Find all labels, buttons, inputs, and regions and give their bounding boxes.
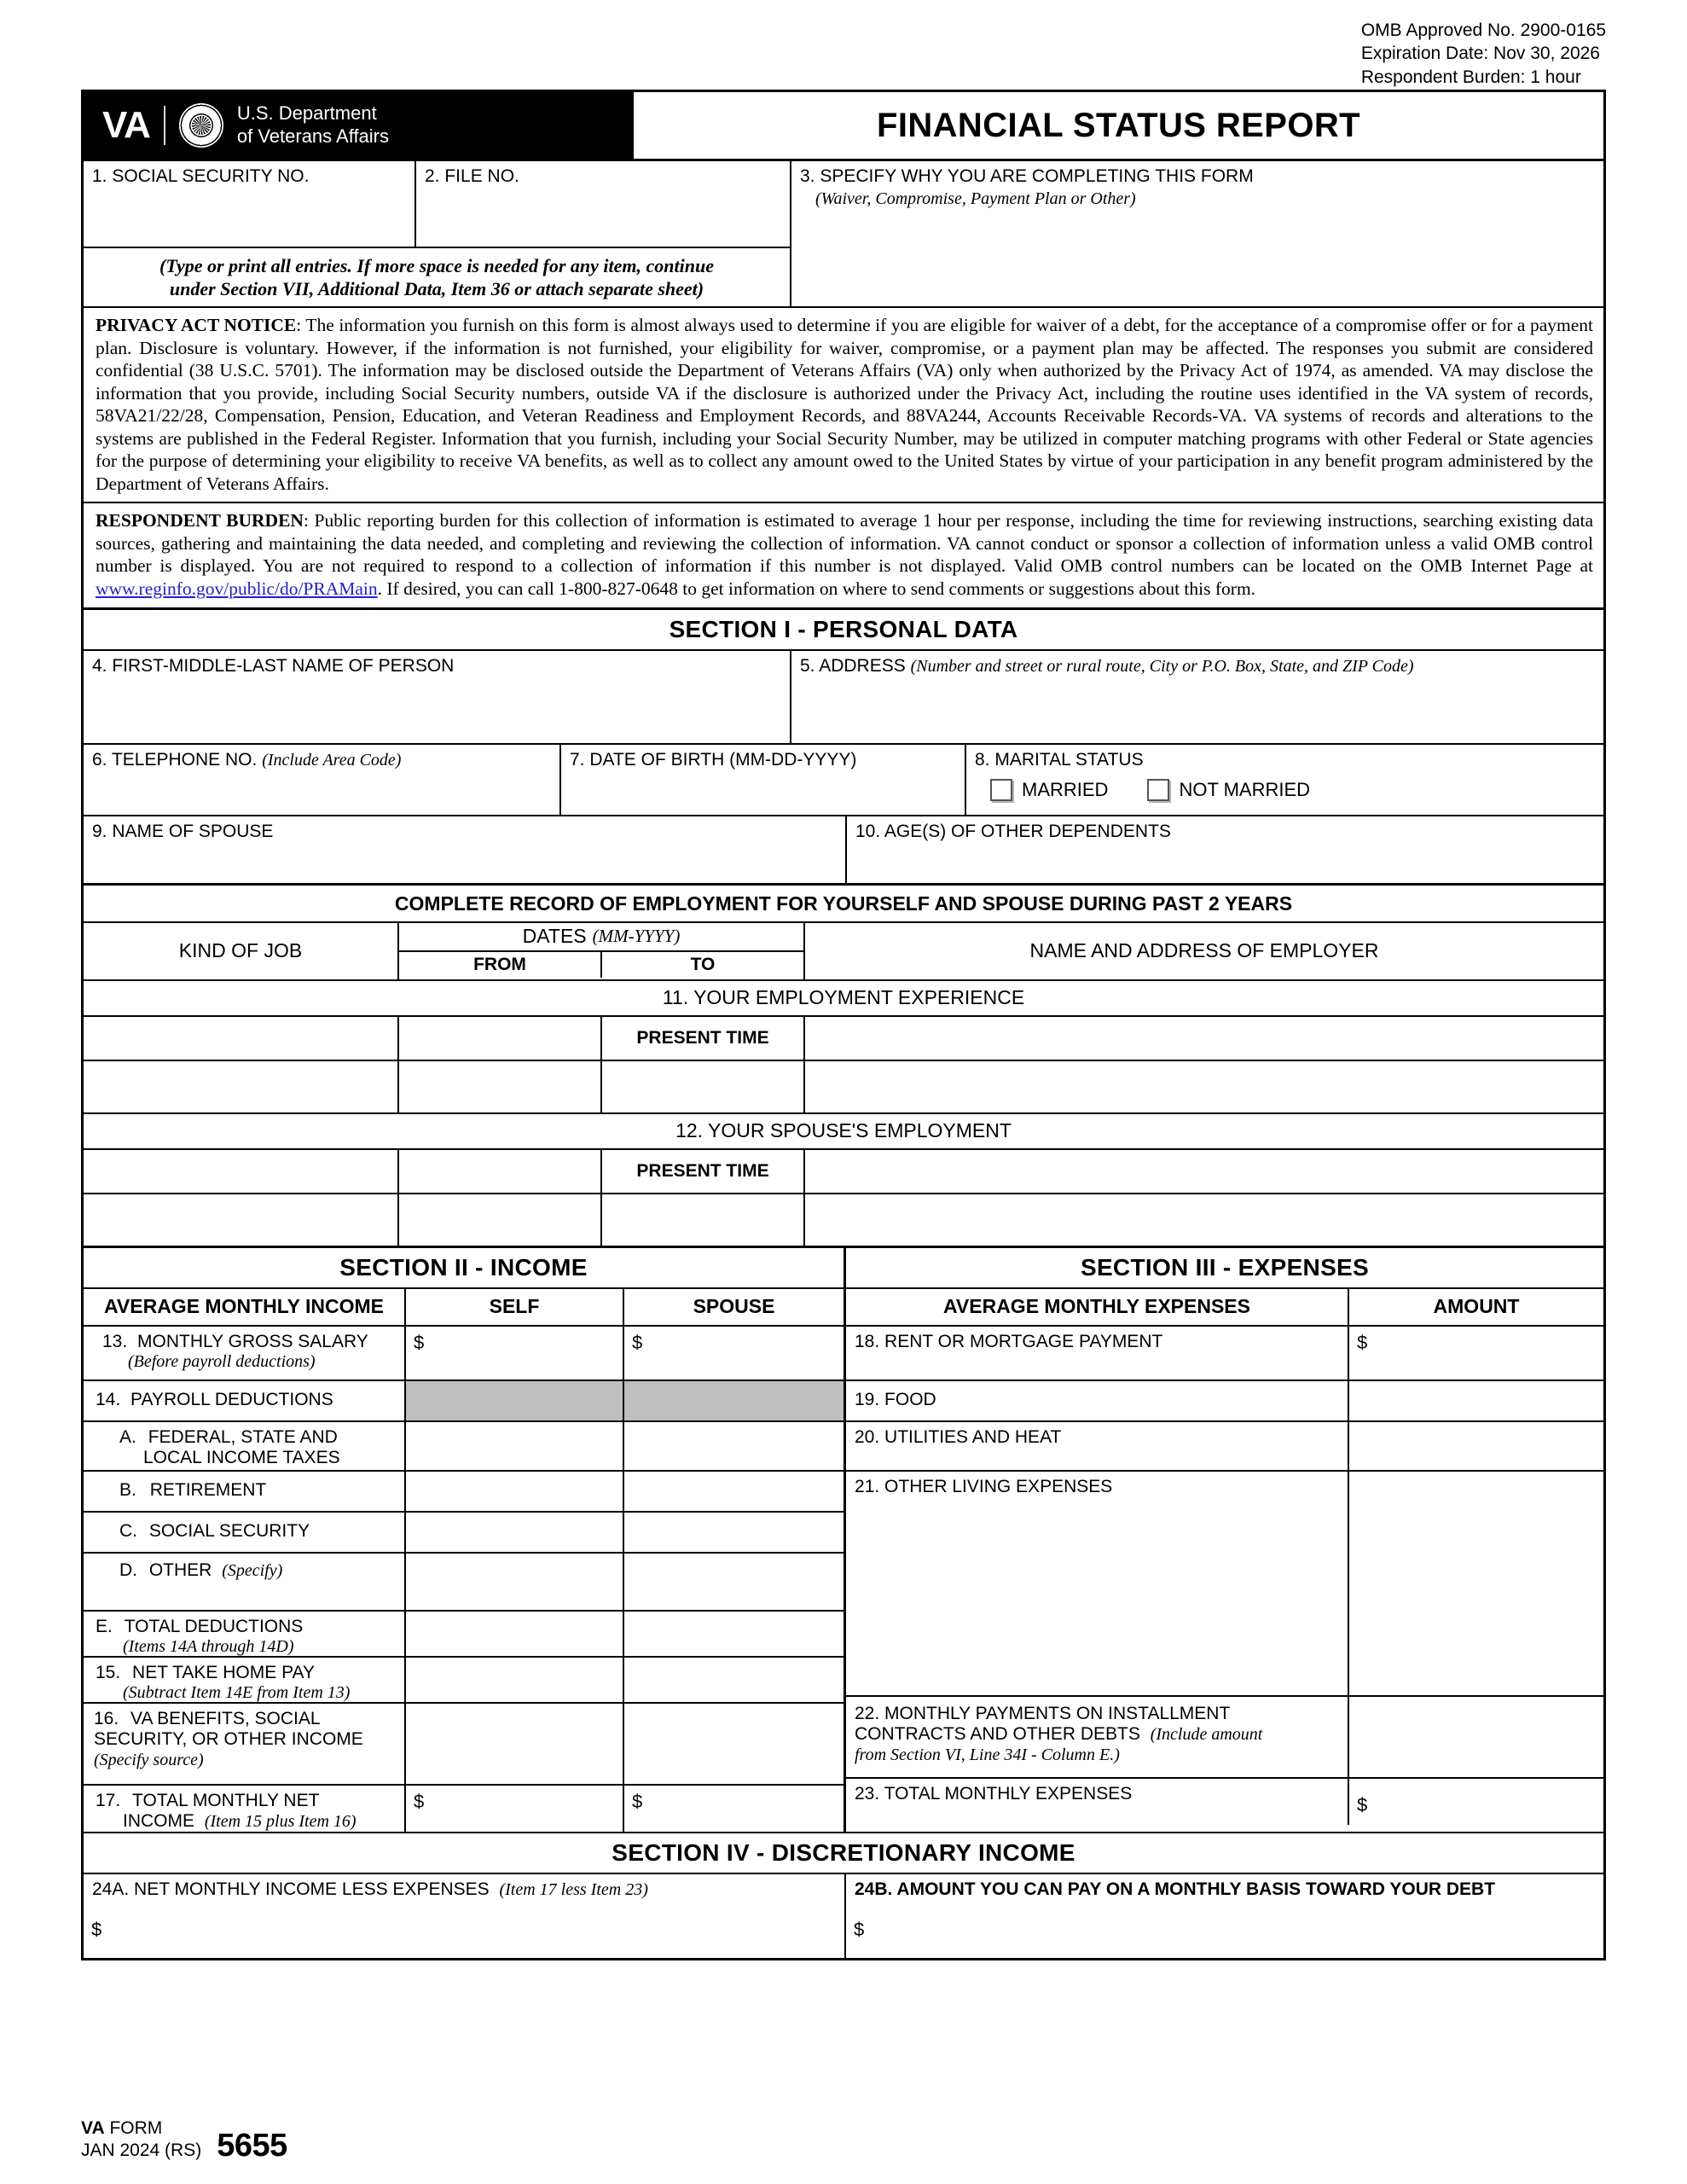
row-13-text: MONTHLY GROSS SALARY	[137, 1331, 368, 1351]
address-sublabel: (Number and street or rural route, City or P.O. Box, State, and ZIP Code)	[910, 656, 1414, 676]
address-label	[791, 651, 1603, 677]
row-14b-spouse-input[interactable]	[624, 1472, 844, 1511]
row-21-label: 21. OTHER LIVING EXPENSES	[855, 1476, 1113, 1496]
section-4-row	[84, 1874, 1603, 1958]
spouse-column-header: SPOUSE	[624, 1289, 846, 1325]
item-24a-field[interactable]	[84, 1874, 846, 1958]
dates-header-text: DATES	[522, 925, 587, 948]
form-title: FINANCIAL STATUS REPORT	[877, 106, 1360, 144]
row-14d-label	[84, 1554, 404, 1582]
job-kind-cell[interactable]	[84, 1017, 399, 1060]
row-14-spouse-shaded	[624, 1381, 846, 1420]
va-department-name	[237, 102, 389, 148]
footer-date: JAN 2024 (RS)	[81, 2140, 202, 2160]
married-checkbox-group[interactable]	[990, 779, 1108, 801]
respondent-burden-body-2: . If desired, you can call 1-800-827-0648 to get information on where to send comments or suggestions about this form.	[377, 578, 1256, 600]
dob-field[interactable]	[561, 745, 966, 815]
row-14e-spouse-input[interactable]	[624, 1612, 844, 1656]
row-20-label: 20. UTILITIES AND HEAT	[855, 1426, 1062, 1447]
footer-form-word: FORM	[104, 2118, 163, 2138]
dates-to-header: TO	[690, 954, 716, 974]
income-row-16	[84, 1704, 844, 1786]
row-14d-self-input[interactable]	[406, 1554, 624, 1610]
income-row-14b	[84, 1472, 844, 1513]
item-24b-label: 24B. AMOUNT YOU CAN PAY ON A MONTHLY BASIS TOWARD YOUR DEBT	[855, 1879, 1496, 1899]
telephone-sublabel: (Include Area Code)	[262, 750, 402, 770]
file-no-label: 2. FILE NO.	[425, 166, 519, 186]
dollar-sign: $	[1357, 1793, 1368, 1815]
married-label: MARRIED	[1022, 779, 1109, 801]
not-married-label: NOT MARRIED	[1179, 779, 1311, 801]
privacy-act-notice	[84, 306, 1603, 503]
va-wordmark: VA	[102, 104, 150, 146]
job-kind-cell[interactable]	[84, 1061, 399, 1112]
row-15-text: NET TAKE HOME PAY	[132, 1662, 315, 1682]
row-16-text2: SECURITY, OR OTHER INCOME	[94, 1729, 363, 1750]
privacy-act-heading: PRIVACY ACT NOTICE	[96, 315, 297, 335]
row-17-sub: (Item 15 plus Item 16)	[204, 1812, 357, 1832]
not-married-checkbox[interactable]	[1147, 779, 1169, 801]
spouse-name-field[interactable]	[84, 816, 847, 883]
kind-of-job-header: KIND OF JOB	[84, 923, 399, 979]
row-14e-label	[84, 1612, 404, 1658]
item-11-heading: 11. YOUR EMPLOYMENT EXPERIENCE	[84, 981, 1603, 1017]
respondent-burden-body-1: : Public reporting burden for this collection of information is estimated to average 1 hour per response, including the time for reviewing instructions, searching existing data sources, gathering and maintaining the data needed, and completing and reviewing the collection of information. VA cannot conduct or sponsor a collection of information unless a valid OMB control number is displayed. You are not required to respond to a collection of information if this number is not displayed. Valid OMB control numbers can be located on the OMB Internet Page at	[96, 510, 1594, 577]
amount-column-header: AMOUNT	[1433, 1295, 1520, 1318]
ssn-field[interactable]	[84, 161, 416, 247]
spouse-employment-row-2	[84, 1194, 1603, 1248]
row-14b-number: B.	[119, 1479, 136, 1500]
dates-header	[399, 923, 803, 952]
row-18-label: 18. RENT OR MORTGAGE PAYMENT	[855, 1331, 1163, 1351]
row-14a-spouse-input[interactable]	[624, 1422, 846, 1470]
employer-header: NAME AND ADDRESS OF EMPLOYER	[1029, 939, 1379, 962]
row-13-spouse-input[interactable]	[624, 1327, 846, 1380]
form-footer	[81, 2117, 287, 2164]
row-22-label	[846, 1697, 1348, 1766]
address-label-text: 5. ADDRESS	[800, 655, 906, 676]
type-or-print-line2: under Section VII, Additional Data, Item 36 or attach separate sheet)	[169, 278, 704, 299]
dollar-sign: $	[414, 1790, 425, 1812]
row-20-amount-input[interactable]	[1349, 1422, 1603, 1470]
dollar-sign: $	[91, 1919, 102, 1941]
expense-row-21	[846, 1472, 1603, 1697]
dob-label: 7. DATE OF BIRTH (MM-DD-YYYY)	[570, 749, 857, 770]
row-22-sub2: from Section VI, Line 34I - Column E.)	[855, 1745, 1120, 1765]
row-15-number: 15.	[96, 1662, 121, 1682]
section-2-3-title-row	[84, 1248, 1603, 1289]
omb-header-block	[1361, 19, 1606, 89]
pramain-link[interactable]: www.reginfo.gov/public/do/PRAMain	[96, 578, 378, 600]
row-22-sub: (Include amount	[1150, 1725, 1263, 1745]
privacy-act-body: : The information you furnish on this form is almost always used to determine if you are eligible for waiver of a debt, for the acceptance of a compromise offer or for a payment plan. Disclosure is voluntary. However, if the information is not furnished, your eligibility for waiver, compromise, or a payment plan may be affected. The responses you submit are considered confidential (38 U.S.C. 5701). The information may be disclosed outside the Department of Veterans Affairs (VA) only when authorized by the Privacy Act of 1974, as amended. VA may disclose the information that you provide, including Social Security numbers, outside VA if the disclosure is authorized under the Privacy Act, including the routine uses identified in the VA system of records, 58VA21/22/28, Compensation, Pension, Education, and Veteran Readiness and Employment Records, and 88VA244, Accounts Receivable Records-VA. VA systems of records and alterations to the systems are published in the Federal Register. Information that you furnish, including your Social Security Number, may be utilized in computer matching programs with other Federal or State agencies for the purpose of determining your eligibility to receive VA benefits, as well as to collect any amount owed to the United States by virtue of your participation in any benefit program administered by the Department of Veterans Affairs.	[96, 315, 1593, 494]
row-17-number: 17.	[96, 1790, 121, 1810]
row-13-label	[84, 1327, 404, 1373]
respondent-burden-notice	[84, 503, 1603, 609]
income-row-17	[84, 1786, 844, 1832]
dollar-sign: $	[632, 1331, 643, 1353]
ssn-label: 1. SOCIAL SECURITY NO.	[92, 166, 310, 186]
row-17-self-input[interactable]	[406, 1786, 624, 1832]
row-13-self-input[interactable]	[406, 1327, 624, 1380]
job-from-cell[interactable]	[399, 1194, 602, 1246]
row-14c-self-input[interactable]	[406, 1513, 624, 1552]
job-kind-cell[interactable]	[84, 1150, 399, 1193]
income-row-14e	[84, 1612, 844, 1658]
row-14e-number: E.	[96, 1616, 113, 1636]
respondent-burden-heading: RESPONDENT BURDEN	[96, 510, 304, 531]
row-14c-spouse-input[interactable]	[624, 1513, 844, 1552]
job-employer-cell[interactable]	[805, 1017, 1603, 1060]
telephone-field[interactable]	[84, 745, 561, 815]
specify-why-field[interactable]	[791, 161, 1603, 306]
row-16-number: 16.	[94, 1708, 119, 1728]
average-monthly-expenses-header: AVERAGE MONTHLY EXPENSES	[846, 1289, 1349, 1325]
row-16-text: VA BENEFITS, SOCIAL	[130, 1708, 321, 1728]
spouse-name-label: 9. NAME OF SPOUSE	[92, 821, 274, 841]
job-to-cell[interactable]	[602, 1194, 805, 1246]
name-label: 4. FIRST-MIDDLE-LAST NAME OF PERSON	[92, 655, 455, 676]
row-21-amount-input[interactable]	[1349, 1472, 1603, 1695]
dependents-ages-field[interactable]	[847, 816, 1603, 883]
row-15-spouse-input[interactable]	[624, 1658, 844, 1702]
row-14d-text: OTHER	[148, 1560, 212, 1580]
row-22-text2: CONTRACTS AND OTHER DEBTS	[855, 1724, 1140, 1745]
form-frame	[81, 90, 1606, 1960]
va-department-line2: of Veterans Affairs	[236, 125, 390, 147]
row-14-number: 14.	[96, 1389, 121, 1409]
job-from-cell[interactable]	[399, 1017, 602, 1060]
form-header-banner	[84, 92, 1603, 161]
job-to-cell[interactable]	[602, 1061, 805, 1112]
income-row-14	[84, 1381, 1603, 1422]
identification-row	[84, 161, 1603, 306]
type-or-print-note	[84, 247, 790, 306]
item-24a-label	[84, 1874, 844, 1901]
row-13-number: 13.	[102, 1331, 128, 1351]
item-24b-field[interactable]	[846, 1874, 1603, 1958]
job-employer-cell[interactable]	[805, 1061, 1603, 1112]
row-22-text: 22. MONTHLY PAYMENTS ON INSTALLMENT	[855, 1703, 1231, 1723]
file-no-field[interactable]	[416, 161, 790, 247]
dates-from-header: FROM	[399, 952, 602, 978]
row-16-self-input[interactable]	[406, 1704, 624, 1784]
row-14b-text: RETIREMENT	[149, 1479, 267, 1500]
specify-why-sublabel: (Waiver, Compromise, Payment Plan or Other)	[815, 189, 1136, 208]
row-14d-spouse-input[interactable]	[624, 1554, 844, 1610]
self-column-header: SELF	[406, 1289, 624, 1325]
form-footer-lines	[81, 2117, 201, 2161]
income-rows-14b-to-16-block	[84, 1472, 1603, 1832]
section-3-title: SECTION III - EXPENSES	[1080, 1253, 1369, 1281]
row-14-label	[84, 1381, 404, 1411]
section-1-title: SECTION I - PERSONAL DATA	[84, 610, 1603, 651]
income-row-14a	[84, 1422, 1603, 1472]
row-16-label	[84, 1704, 404, 1771]
footer-va: VA	[81, 2118, 105, 2138]
spouse-employment-row-1	[84, 1150, 1603, 1194]
phone-dob-marital-row	[84, 745, 1603, 816]
dates-header-sub: (MM-YYYY)	[592, 926, 681, 947]
item-24a-sub: (Item 17 less Item 23)	[499, 1879, 648, 1899]
income-expense-column-headers	[84, 1289, 1603, 1327]
row-14-text: PAYROLL DEDUCTIONS	[130, 1389, 333, 1409]
row-14d-sub: (Specify)	[222, 1560, 283, 1580]
row-14-self-shaded	[406, 1381, 624, 1420]
average-monthly-income-header: AVERAGE MONTHLY INCOME	[84, 1289, 406, 1325]
row-14a-label	[84, 1422, 404, 1470]
dollar-sign: $	[854, 1919, 865, 1941]
row-16-sub: (Specify source)	[94, 1751, 204, 1770]
telephone-label	[84, 745, 559, 771]
row-14d-number: D.	[119, 1560, 137, 1580]
job-kind-cell[interactable]	[84, 1194, 399, 1246]
telephone-label-text: 6. TELEPHONE NO.	[92, 749, 258, 770]
row-14a-self-input[interactable]	[406, 1422, 624, 1470]
row-15-sub: (Subtract Item 14E from Item 13)	[123, 1683, 351, 1703]
omb-respondent-burden: Respondent Burden: 1 hour	[1360, 67, 1581, 87]
row-14e-self-input[interactable]	[406, 1612, 624, 1656]
job-employer-cell[interactable]	[805, 1150, 1603, 1193]
section-4-title: SECTION IV - DISCRETIONARY INCOME	[84, 1832, 1603, 1874]
income-row-14c	[84, 1513, 844, 1554]
footer-form-number: 5655	[217, 2128, 287, 2164]
row-14e-text: TOTAL DEDUCTIONS	[124, 1616, 304, 1636]
row-17-text2: INCOME	[123, 1811, 194, 1832]
row-15-label	[84, 1658, 404, 1704]
row-14b-self-input[interactable]	[406, 1472, 624, 1511]
row-14c-text: SOCIAL SECURITY	[148, 1520, 310, 1541]
section-2-title: SECTION II - INCOME	[84, 1248, 846, 1287]
row-23-amount-input[interactable]	[1349, 1779, 1603, 1825]
row-14a-text: FEDERAL, STATE AND	[148, 1426, 338, 1447]
row-17-spouse-input[interactable]	[624, 1786, 844, 1832]
type-or-print-line1: (Type or print all entries. If more space is needed for any item, continue	[159, 254, 714, 276]
job-employer-cell[interactable]	[805, 1194, 1603, 1246]
row-17-label	[84, 1786, 404, 1833]
marital-status-label: 8. MARITAL STATUS	[975, 749, 1144, 770]
omb-approved-number: OMB Approved No. 2900-0165	[1360, 20, 1606, 40]
employment-row-2	[84, 1061, 1603, 1114]
va-department-line1: U.S. Department	[236, 102, 377, 125]
banner-divider	[164, 106, 165, 145]
row-14c-label	[84, 1513, 404, 1542]
expense-row-22	[846, 1697, 1603, 1779]
row-14a-text2: LOCAL INCOME TAXES	[143, 1448, 340, 1468]
address-field[interactable]	[791, 651, 1603, 743]
va-seal-icon	[179, 103, 223, 148]
row-18-amount-input[interactable]	[1349, 1327, 1603, 1380]
dollar-sign: $	[1357, 1331, 1368, 1353]
row-16-spouse-input[interactable]	[624, 1704, 844, 1784]
name-address-row	[84, 651, 1603, 745]
row-14b-label	[84, 1472, 404, 1502]
va-logo-banner	[84, 92, 634, 159]
row-23-label: 23. TOTAL MONTHLY EXPENSES	[855, 1783, 1133, 1804]
employment-row-1	[84, 1017, 1603, 1061]
job-from-cell[interactable]	[399, 1061, 602, 1112]
spouse-dependents-row	[84, 816, 1603, 886]
row-19-label: 19. FOOD	[855, 1389, 936, 1409]
dependents-ages-label: 10. AGE(S) OF OTHER DEPENDENTS	[855, 821, 1171, 841]
present-time-label-1: PRESENT TIME	[602, 1017, 805, 1060]
dollar-sign: $	[632, 1790, 643, 1812]
income-row-13	[84, 1327, 1603, 1381]
married-checkbox[interactable]	[990, 779, 1012, 801]
item-12-heading: 12. YOUR SPOUSE'S EMPLOYMENT	[84, 1114, 1603, 1150]
present-time-label-2: PRESENT TIME	[602, 1150, 805, 1193]
not-married-checkbox-group[interactable]	[1147, 779, 1310, 801]
specify-why-label: 3. SPECIFY WHY YOU ARE COMPLETING THIS FORM	[800, 166, 1254, 186]
row-14a-number: A.	[119, 1426, 136, 1447]
omb-expiration-date: Expiration Date: Nov 30, 2026	[1360, 44, 1600, 64]
employment-record-heading: COMPLETE RECORD OF EMPLOYMENT FOR YOURSELF AND SPOUSE DURING PAST 2 YEARS	[84, 886, 1603, 923]
row-14e-sub: (Items 14A through 14D)	[123, 1637, 294, 1657]
item-24a-text: 24A. NET MONTHLY INCOME LESS EXPENSES	[92, 1879, 490, 1899]
income-row-15	[84, 1658, 844, 1704]
dollar-sign: $	[414, 1331, 425, 1353]
job-from-cell[interactable]	[399, 1150, 602, 1193]
name-field[interactable]	[84, 651, 791, 743]
row-14c-number: C.	[119, 1520, 137, 1541]
row-13-sub: (Before payroll deductions)	[128, 1352, 316, 1372]
row-19-amount-input[interactable]	[1349, 1381, 1603, 1420]
employment-column-headers	[84, 923, 1603, 981]
row-22-amount-input[interactable]	[1349, 1697, 1603, 1777]
expense-row-23	[846, 1779, 1603, 1825]
row-17-text: TOTAL MONTHLY NET	[132, 1790, 320, 1810]
marital-status-field	[966, 745, 1603, 815]
income-row-14d	[84, 1554, 844, 1612]
row-15-self-input[interactable]	[406, 1658, 624, 1702]
